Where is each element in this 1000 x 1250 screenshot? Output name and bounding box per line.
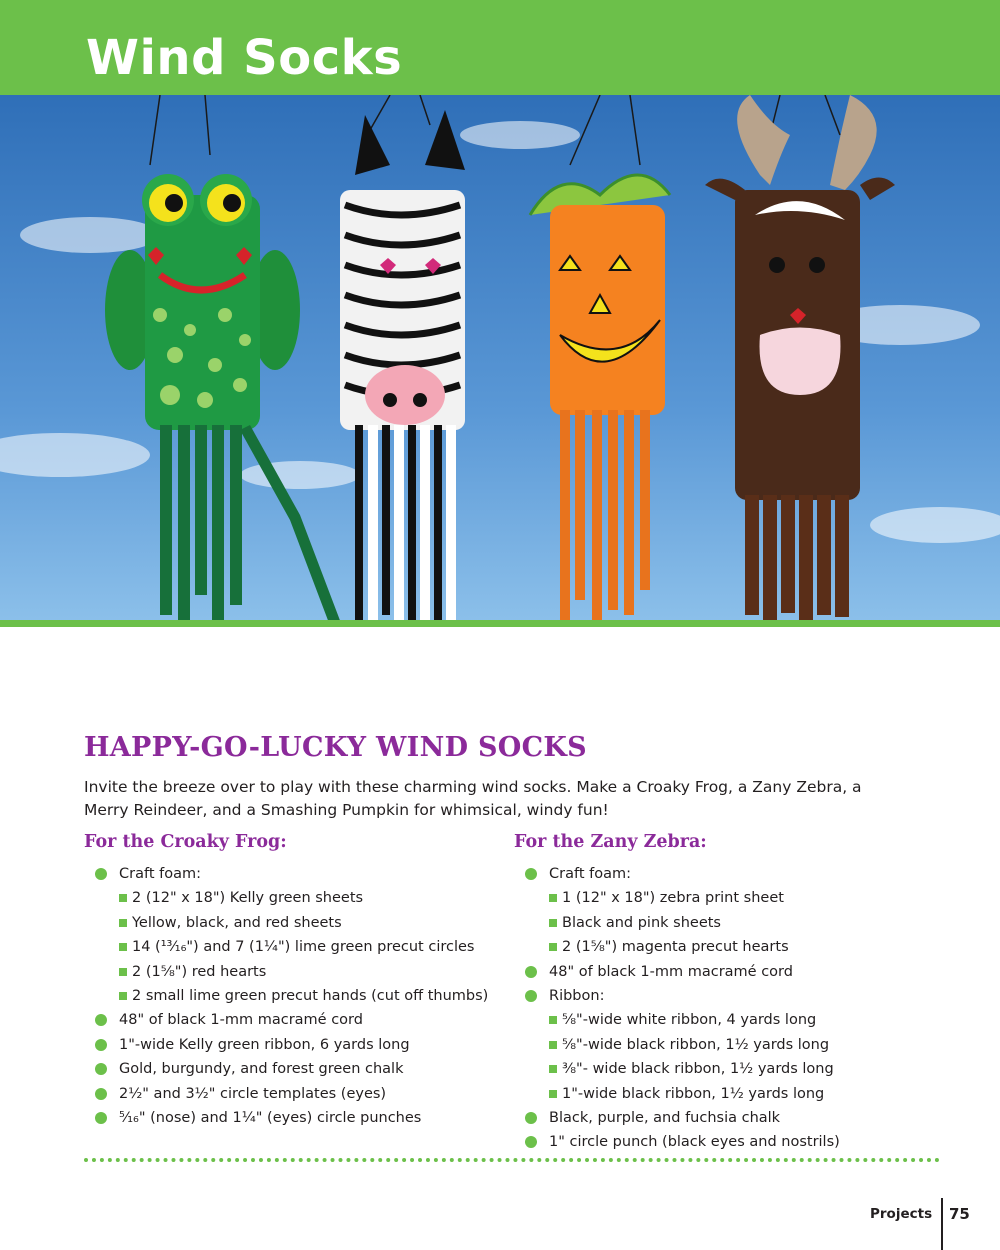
list-item: 1"-wide Kelly green ribbon, 6 yards long <box>84 1035 504 1055</box>
list-item: Yellow, black, and red sheets <box>84 913 504 933</box>
list-item: Black and pink sheets <box>514 913 934 933</box>
list-item: 1"-wide black ribbon, 1½ yards long <box>514 1084 934 1104</box>
list-item: 2 (1⅝") magenta precut hearts <box>514 937 934 957</box>
zebra-heading: For the Zany Zebra: <box>514 832 707 852</box>
list-item: Craft foam: <box>84 864 504 884</box>
list-item: 48" of black 1-mm macramé cord <box>514 962 934 982</box>
list-item: 2 (1⅝") red hearts <box>84 962 504 982</box>
list-item: ⅝"-wide white ribbon, 4 yards long <box>514 1010 934 1030</box>
list-item: ⁵⁄₁₆" (nose) and 1¼" (eyes) circle punches <box>84 1108 504 1128</box>
list-item: Craft foam: <box>514 864 934 884</box>
windsocks-photo <box>0 95 1000 623</box>
frog-heading: For the Croaky Frog: <box>84 832 287 852</box>
frog-materials <box>84 832 504 1132</box>
green-rule <box>0 620 1000 627</box>
list-item: 1 (12" x 18") zebra print sheet <box>514 888 934 908</box>
list-item: Gold, burgundy, and forest green chalk <box>84 1059 504 1079</box>
list-item: 2 small lime green precut hands (cut off thumbs) <box>84 986 504 1006</box>
list-item: 2 (12" x 18") Kelly green sheets <box>84 888 504 908</box>
page-number: 75 <box>949 1205 970 1223</box>
list-item: ⅜"- wide black ribbon, 1½ yards long <box>514 1059 934 1079</box>
list-item: 1" circle punch (black eyes and nostrils) <box>514 1132 934 1152</box>
list-item: Black, purple, and fuchsia chalk <box>514 1108 934 1128</box>
list-item: 48" of black 1-mm macramé cord <box>84 1010 504 1030</box>
list-item: 14 (¹³⁄₁₆") and 7 (1¼") lime green precut circles <box>84 937 504 957</box>
dotted-divider <box>84 1158 940 1162</box>
footer-divider <box>941 1198 943 1250</box>
section-title: HAPPY-GO-LUCKY WIND SOCKS <box>84 732 587 763</box>
list-item: Ribbon: <box>514 986 934 1006</box>
footer-section-label: Projects <box>870 1206 933 1222</box>
page-title: Wind Socks <box>86 30 403 86</box>
list-item: 2½" and 3½" circle templates (eyes) <box>84 1084 504 1104</box>
intro-paragraph: Invite the breeze over to play with these charming wind socks. Make a Croaky Frog, a Zany Zebra, a Merry Reindeer, and a Smashing Pumpkin for whimsical, windy fun! <box>84 778 862 819</box>
list-item: ⅝"-wide black ribbon, 1½ yards long <box>514 1035 934 1055</box>
zebra-materials-list <box>514 864 934 1152</box>
zebra-materials <box>514 832 934 1157</box>
frog-materials-list <box>84 864 504 1128</box>
